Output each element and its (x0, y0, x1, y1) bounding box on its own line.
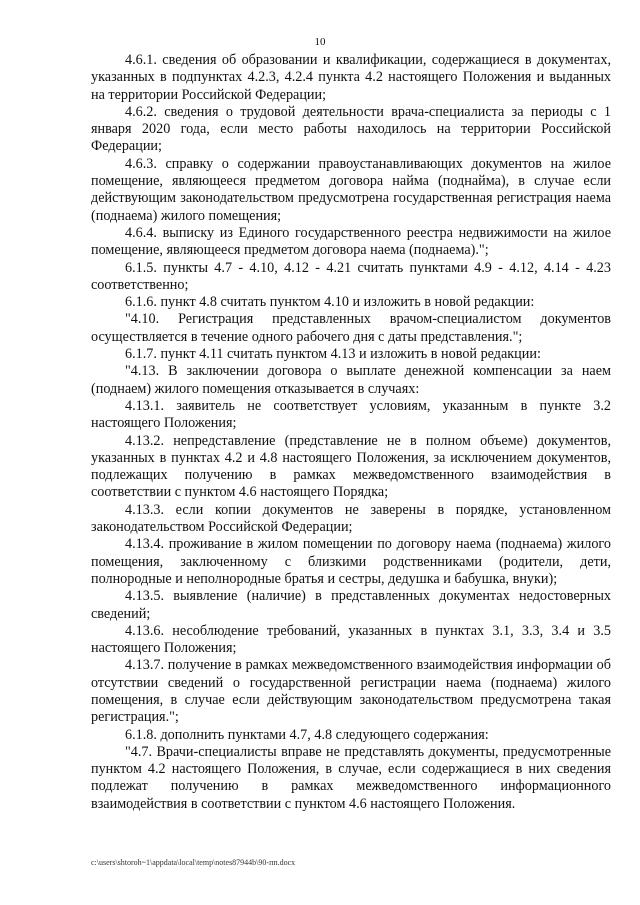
paragraph: 4.6.1. сведения об образовании и квалификации, содержащиеся в документах, указанных в подпунктах 4.2.3, 4.2.4 пункта 4.2 настоящего Положения и выданных на территории Российской Федерации; (91, 52, 611, 103)
paragraph: 4.6.2. сведения о трудовой деятельности врача-специалиста за периоды с 1 января 2020 года, если место работы находилось на территории Российской Федерации; (91, 103, 611, 155)
paragraph: "4.7. Врачи-специалисты вправе не представлять документы, предусмотренные пунктом 4.2 настоящего Положения, в случае, если содержащиеся в них сведения подлежат получению в рамках межведомственного информационного взаимодействия в соответствии с пунктом 4.6 настоящего Положения. (91, 743, 611, 812)
document-body (91, 52, 611, 813)
paragraph: 4.13.6. несоблюдение требований, указанных в пунктах 3.1, 3.3, 3.4 и 3.5 настоящего Положения; (91, 622, 611, 657)
paragraph: 4.13.1. заявитель не соответствует условиям, указанным в пункте 3.2 настоящего Положения; (91, 397, 611, 432)
page-number: 10 (314, 36, 326, 48)
file-path-footer: c:\users\shtoroh~1\appdata\local\temp\notes87944b\90-пп.docx (91, 858, 296, 867)
paragraph: 4.13.7. получение в рамках межведомственного взаимодействия информации об отсутствии сведений о государственной регистрации наема (поднаема) жилого помещения, в случае если действующим законодательством предусмотрена такая регистрация."; (91, 657, 611, 726)
paragraph: 4.6.3. справку о содержании правоустанавливающих документов на жилое помещение, являющееся предметом договора найма (поднайма), в случае если действующим законодательством предусмотрена государственная регистрация наема (поднаема) жилого помещения; (91, 155, 611, 224)
paragraph: 6.1.7. пункт 4.11 считать пунктом 4.13 и изложить в новой редакции: (125, 346, 541, 363)
paragraph: 4.13.5. выявление (наличие) в представленных документах недостоверных сведений; (91, 588, 611, 622)
paragraph: 4.13.4. проживание в жилом помещении по договору наема (поднаема) жилого помещения, заключенному с близкими родственниками (родители, дети, полнородные и неполнородные братья и сестры, дедушка и бабушка, внуки); (91, 536, 611, 587)
paragraph: 4.13.3. если копии документов не заверены в порядке, установленном законодательством Российской Федерации; (91, 501, 611, 536)
paragraph: "4.13. В заключении договора о выплате денежной компенсации за наем (поднаем) жилого помещения отказывается в случаях: (91, 363, 611, 397)
paragraph: 6.1.5. пункты 4.7 - 4.10, 4.12 - 4.21 считать пунктами 4.9 - 4.12, 4.14 - 4.23 соответственно; (91, 259, 611, 293)
paragraph: 6.1.8. дополнить пунктами 4.7, 4.8 следующего содержания: (125, 726, 489, 743)
paragraph: 4.6.4. выписку из Единого государственного реестра недвижимости на жилое помещение, являющееся предметом договора наема (поднаема)."; (91, 224, 611, 259)
paragraph: 6.1.6. пункт 4.8 считать пунктом 4.10 и изложить в новой редакции: (125, 294, 535, 311)
paragraph: "4.10. Регистрация представленных врачом-специалистом документов осуществляется в течение одного рабочего дня с даты представления."; (91, 311, 611, 345)
paragraph: 4.13.2. непредставление (представление не в полном объеме) документов, указанных в пунктах 4.2 и 4.8 настоящего Положения, за исключением документов, подлежащих получению в рамках межведомственного взаимодействия в соответствии с пунктом 4.6 настоящего Порядка; (91, 432, 611, 501)
